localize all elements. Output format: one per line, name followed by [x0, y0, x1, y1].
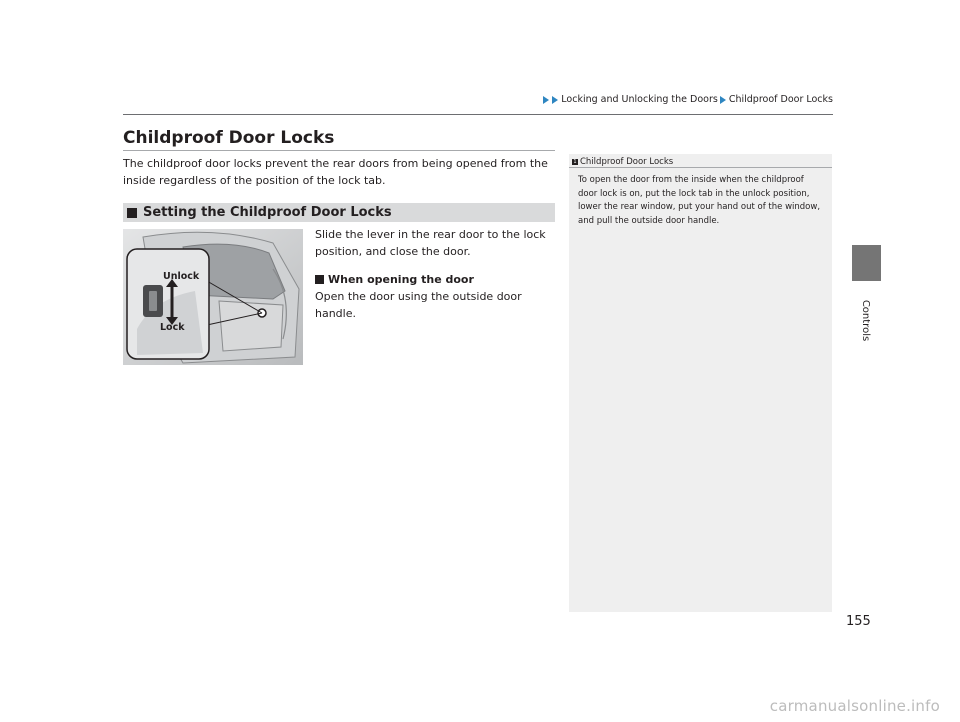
watermark: carmanualsonline.info [769, 697, 940, 715]
breadcrumb-item[interactable]: Childproof Door Locks [728, 94, 833, 105]
instructions [315, 226, 560, 322]
breadcrumb-arrow-icon [720, 96, 726, 104]
chapter-tab-label[interactable] [854, 290, 878, 350]
page-number: 155 [846, 614, 871, 629]
sub-heading [315, 271, 560, 288]
breadcrumb [543, 94, 833, 105]
section-heading-bar [123, 203, 555, 222]
breadcrumb-item[interactable]: Locking and Unlocking the Doors [561, 94, 718, 105]
unlock-label: Unlock [163, 271, 200, 282]
sub-text: Open the door using the outside door handle. [315, 290, 522, 320]
note-body: To open the door from the inside when the childproof door lock is on, put the lock tab in the unlock position, lower the rear window, put your hand out of the window, and pull the outside door handle. [578, 175, 821, 226]
breadcrumb-arrow-icon [543, 96, 549, 104]
intro-text: The childproof door locks prevent the rear doors from being opened from the inside regardless of the position of the lock tab. [123, 157, 548, 187]
page-title: Childproof Door Locks [123, 128, 335, 148]
note-title-label: Childproof Door Locks [580, 157, 674, 167]
title-divider [123, 150, 555, 151]
step-text: Slide the lever in the rear door to the lock position, and close the door. [315, 228, 546, 258]
chapter-tab[interactable] [852, 245, 881, 281]
note-divider [569, 167, 832, 168]
square-bullet-icon [127, 208, 137, 218]
square-bullet-icon [315, 275, 324, 284]
chapter-tab-text: Controls [860, 299, 872, 341]
section-heading: Setting the Childproof Door Locks [143, 205, 392, 220]
note-sidebar [569, 154, 832, 612]
breadcrumb-arrow-icon [552, 96, 558, 104]
door-lock-illustration [123, 229, 303, 365]
lock-label: Lock [160, 322, 185, 333]
sub-heading-label: When opening the door [328, 273, 474, 286]
rear-door-drawing [123, 229, 303, 365]
header-divider [123, 114, 833, 115]
reference-mark-icon: 1 [573, 159, 577, 165]
note-title [572, 157, 673, 167]
